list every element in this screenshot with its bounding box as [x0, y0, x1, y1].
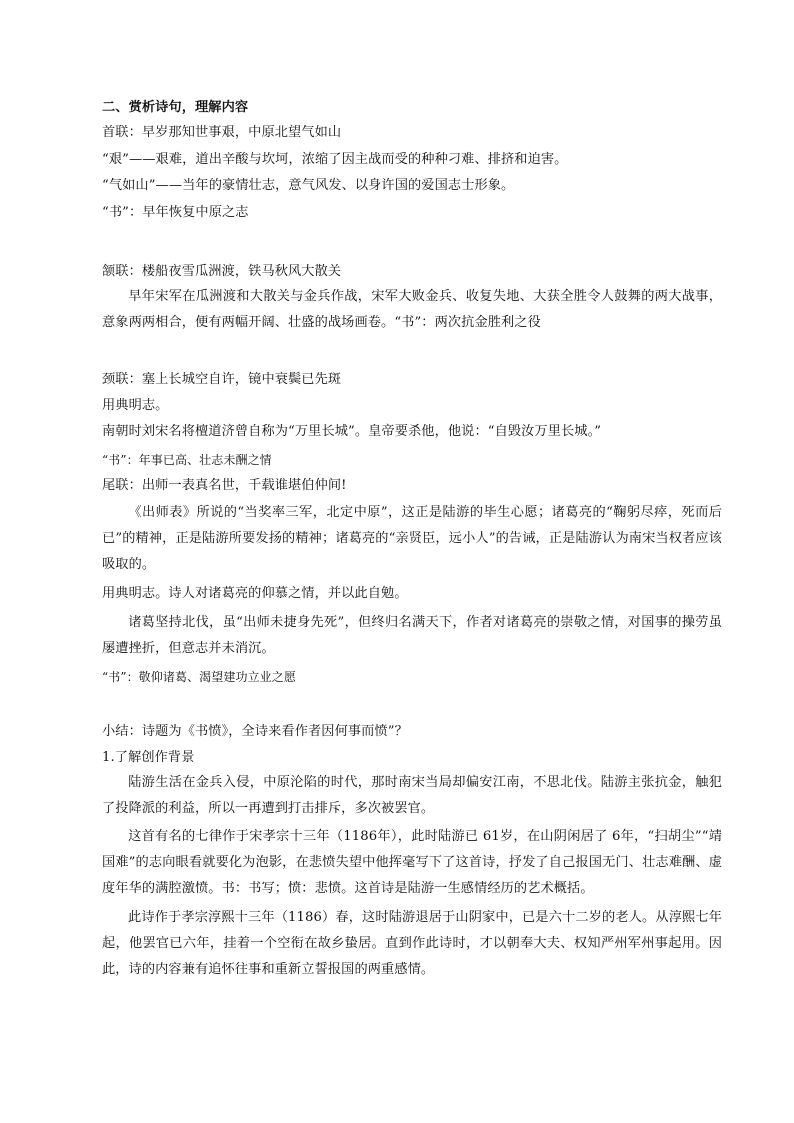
- paragraph-chushibiao-text: 《出师表》所说的“当奖率三军，北定中原”，这正是陆游的毕生心愿；诸葛亮的“鞠躬尽瘁，死而后已”的精神，正是陆游所要发扬的精神；诸葛亮的“亲贤臣，远小人”的告诫，正是陆游认为南宋当权者应该吸取的。: [102, 505, 722, 572]
- note-allusion-1: 用典明志。: [102, 398, 169, 413]
- note-jian: “艰”——艰难，道出辛酸与坎坷，浓缩了因主战而受的种种刁难、排挤和迫害。: [102, 152, 568, 167]
- paragraph-background-text: 陆游生活在金兵入侵，中原沦陷的时代，那时南宋当局却偏安江南，不思北伐。陆游主张抗金，触犯了投降派的利益，所以一再遭到打击排斥，多次被罢官。: [102, 775, 722, 816]
- couplet-1-title: 首联：早岁那知世事艰，中原北望气如山: [102, 125, 342, 140]
- subheading-background: 1.了解创作背景: [102, 750, 195, 765]
- paragraph-battles-text: 早年宋军在瓜洲渡和大散关与金兵作战，宋军大败金兵、收复失地、大获全胜令人鼓舞的两大战事，意象两两相合，便有两幅开阔、壮盛的战场画卷。“书”：两次抗金胜利之役: [102, 289, 722, 330]
- paragraph-creation: [102, 824, 722, 902]
- couplet-3-title: 颈联：塞上长城空自许，镜中衰鬓已先斑: [102, 372, 342, 387]
- note-allusion-2-text: 用典明志。诗人对诸葛亮的仰慕之情，并以此自勉。: [102, 586, 408, 601]
- note-tan-daoji: 南朝时刘宋名将檀道济曾自称为“万里长城”。皇帝要杀他，他说：“自毁汝万里长城。”: [102, 424, 602, 439]
- paragraph-date-text: 此诗作于孝宗淳熙十三年（1186）春，这时陆游退居于山阴家中，已是六十二岁的老人。从淳熙七年起，他罢官已六年，挂着一个空衔在故乡蛰居。直到作此诗时，才以朝奉大夫、权知严州军州事起用。因此，诗的内容兼有追怀往事和重新立誓报国的两重感情。: [102, 910, 722, 977]
- note-allusion-2: [102, 584, 408, 604]
- paragraph-date: [102, 905, 722, 983]
- note-shu-1: “书”：早年恢复中原之志: [102, 205, 249, 220]
- couplet-2-title: 颔联：楼船夜雪瓜洲渡，铁马秋风大散关: [102, 264, 342, 279]
- paragraph-background: [102, 770, 722, 822]
- paragraph-creation-text: 这首有名的七律作于宋孝宗十三年（1186年），此时陆游已 61岁，在山阴闲居了 6年，“扫胡尘”“靖国难”的志向眼看就要化为泡影，在悲愤失望中他挥毫写下了这首诗，抒发了自己报国无门、壮志难酬、虚度年华的满腔激愤。书：书写；愤：悲愤。这首诗是陆游一生感情经历的艺术概括。: [102, 829, 722, 896]
- paragraph-chushibiao: [102, 500, 722, 578]
- couplet-4-title: 尾联：出师一表真名世，千载谁堪伯仲间!: [102, 478, 347, 493]
- summary-question: 小结：诗题为《书愤》，全诗来看作者因何事而愤”？: [102, 724, 408, 739]
- section-heading: 二、赏析诗句，理解内容: [102, 100, 249, 115]
- paragraph-zhuge-text: 诸葛坚持北伐，虽“出师未捷身先死”，但终归名满天下，作者对诸葛亮的崇敬之情，对国事的操劳虽屡遭挫折，但意志并未消沉。: [102, 615, 722, 656]
- note-shu-3: “书”：年事已高、壮志未酬之情: [102, 453, 272, 467]
- paragraph-battles: [102, 284, 722, 336]
- paragraph-zhuge: [102, 610, 722, 662]
- note-shu-4: “书”：敬仰诸葛、渴望建功立业之愿: [102, 670, 296, 684]
- note-qi-ru-shan: “气如山”——当年的豪情壮志，意气风发、以身许国的爱国志士形象。: [102, 178, 515, 193]
